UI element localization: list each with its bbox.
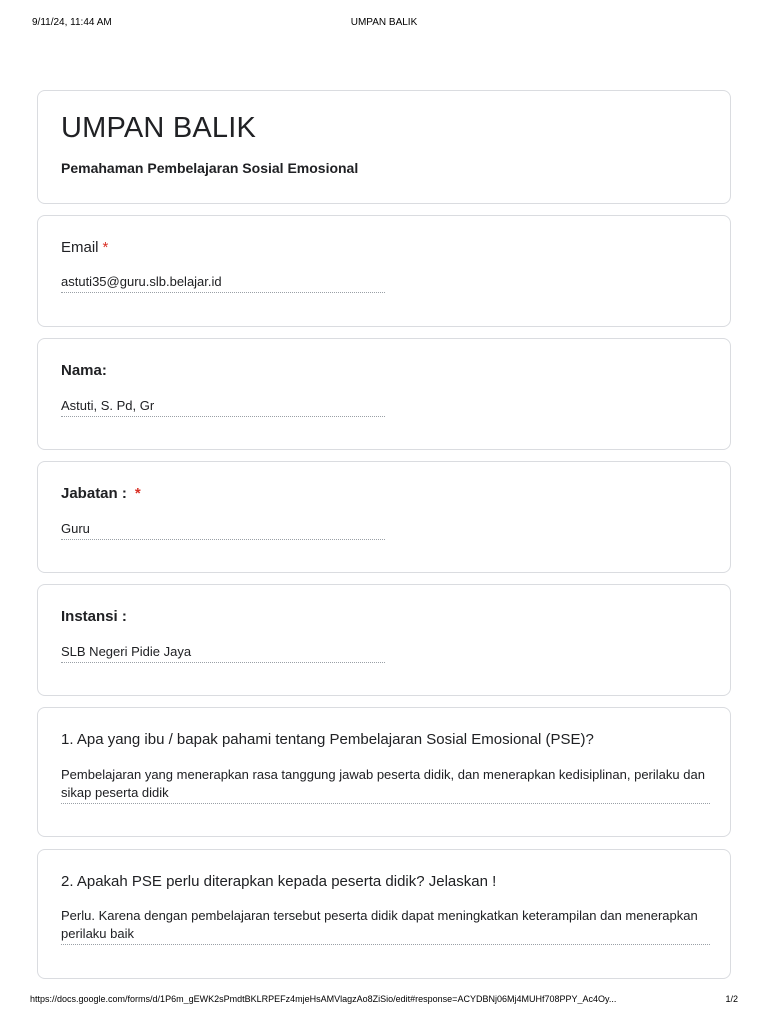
form-header-card xyxy=(37,90,731,204)
question-text: Email xyxy=(61,239,99,256)
answer-nama: Astuti, S. Pd, Gr xyxy=(61,397,385,417)
question-card-instansi xyxy=(37,584,731,696)
question-text: 1. Apa yang ibu / bapak pahami tentang Pembelajaran Sosial Emosional (PSE)? xyxy=(61,731,594,748)
question-card-email xyxy=(37,215,731,327)
question-label-2 xyxy=(61,873,496,890)
question-text: 2. Apakah PSE perlu diterapkan kepada peserta didik? Jelaskan ! xyxy=(61,873,497,890)
question-label-1 xyxy=(61,731,594,748)
question-label-email xyxy=(61,239,108,256)
question-card-jabatan xyxy=(37,461,731,573)
print-timestamp: 9/11/24, 11:44 AM xyxy=(32,17,112,28)
question-label-instansi xyxy=(61,608,127,625)
answer-email: astuti35@guru.slb.belajar.id xyxy=(61,273,385,293)
question-text: Jabatan : xyxy=(61,485,127,502)
question-label-jabatan xyxy=(61,485,141,502)
question-card-nama xyxy=(37,338,731,450)
question-text: Instansi : xyxy=(61,608,127,625)
form-description: Pemahaman Pembelajaran Sosial Emosional xyxy=(61,160,359,176)
question-card-1 xyxy=(37,707,731,837)
answer-instansi: SLB Negeri Pidie Jaya xyxy=(61,643,385,663)
answer-2: Perlu. Karena dengan pembelajaran tersebut peserta didik dapat meningkatkan keterampilan dan menerapkan perilaku baik xyxy=(61,907,710,945)
print-footer xyxy=(30,994,738,1006)
required-asterisk: * xyxy=(102,239,109,256)
form-title: UMPAN BALIK xyxy=(61,112,257,144)
page-number: 1/2 xyxy=(725,994,738,1004)
required-asterisk: * xyxy=(134,485,141,502)
print-title: UMPAN BALIK xyxy=(350,17,418,28)
print-url: https://docs.google.com/forms/d/1P6m_gEWK2sPmdtBKLRPEFz4mjeHsAMVlagzAo8ZiSio/edit#response=ACYDBNj06Mj4MUHf708PPY_Ac4Oy... xyxy=(30,994,617,1004)
question-text: Nama: xyxy=(61,362,107,379)
print-header xyxy=(32,17,736,31)
answer-1: Pembelajaran yang menerapkan rasa tanggung jawab peserta didik, dan menerapkan kedisiplinan, perilaku dan sikap peserta didik xyxy=(61,766,710,804)
question-card-2 xyxy=(37,849,731,979)
answer-jabatan: Guru xyxy=(61,520,385,540)
question-label-nama xyxy=(61,362,107,379)
